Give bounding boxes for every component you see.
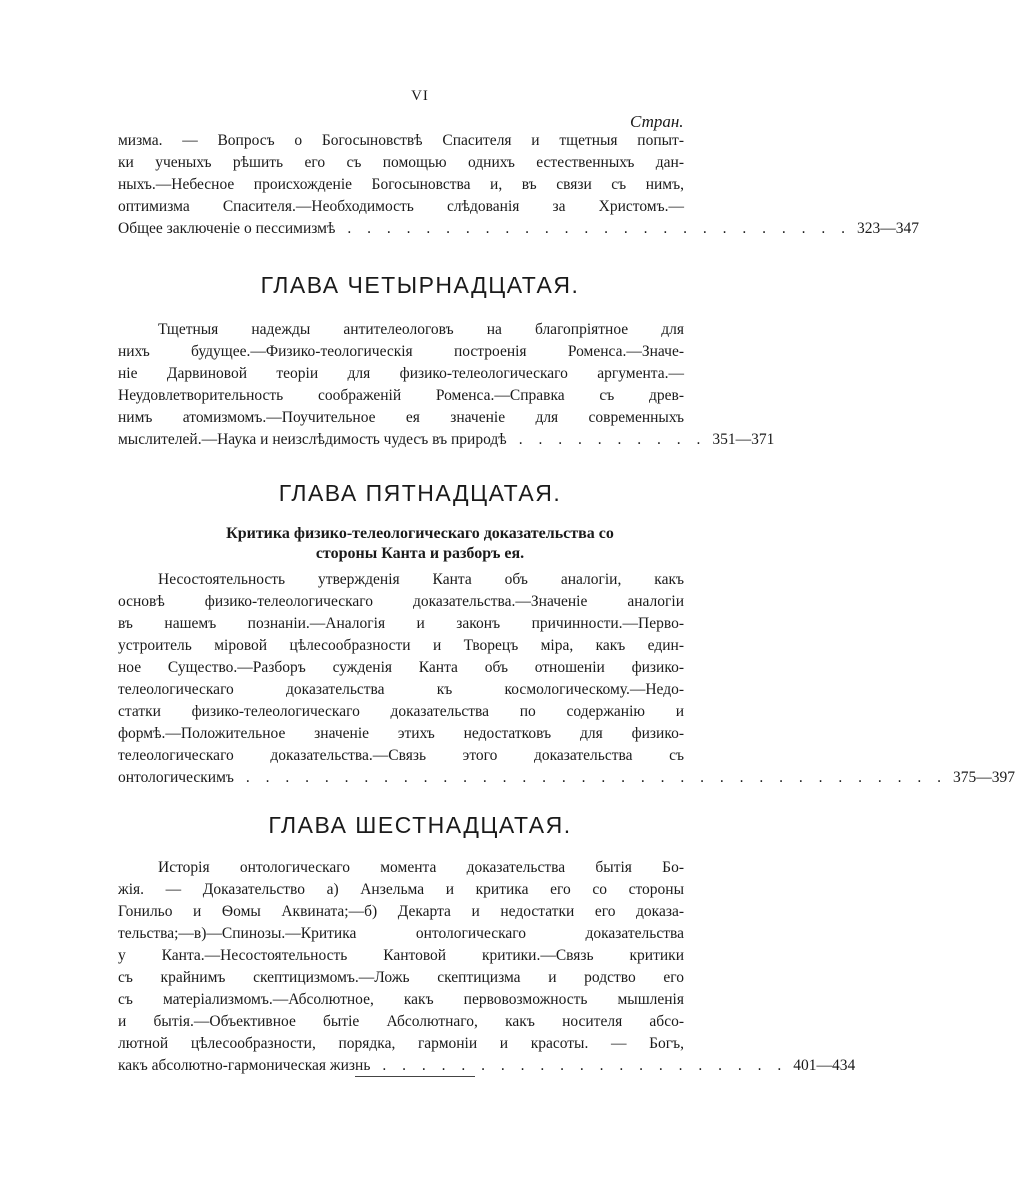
toc-line: съ матеріализмомъ.—Абсолютное, какъ первовозможность мышленія (118, 991, 684, 1008)
toc-line: лютной цѣлесообразности, порядка, гармоніи и красоты. — Богъ, (118, 1035, 684, 1052)
toc-line-text: мыслителей.—Наука и неизслѣдимость чудесъ въ природѣ (118, 431, 507, 448)
toc-line: ніе Дарвиновой теоріи для физико-телеологическаго аргумента.— (118, 365, 684, 382)
toc-line: съ крайнимъ скептицизмомъ.—Ложь скептицизма и родство его (118, 969, 684, 986)
page-range: 401—434 (793, 1057, 856, 1074)
subtitle-line: стороны Канта и разборъ ея. (315, 545, 525, 562)
toc-line: Исторія онтологическаго момента доказательства бытія Бо- (158, 859, 684, 876)
toc-line: нихъ будущее.—Физико-теологическія построенія Роменса.—Значе- (118, 343, 684, 360)
toc-last-line (118, 767, 1015, 789)
toc-line: тельства;—в)—Спинозы.—Критика онтологическаго доказательства (118, 925, 684, 942)
closing-rule (355, 1076, 475, 1077)
toc-line: ныхъ.—Небесное происхожденіе Богосыновства и, въ связи съ нимъ, (118, 176, 684, 193)
subtitle-line: Критика физико-телеологическаго доказательства со (226, 525, 614, 542)
page-range: 323—347 (857, 220, 920, 237)
page-range: 375—397 (953, 769, 1015, 786)
toc-line: устроитель міровой цѣлесообразности и Творецъ міра, какъ един- (118, 637, 684, 654)
toc-line: основѣ физико-телеологическаго доказательства.—Значеніе аналогіи (118, 593, 684, 610)
toc-line: ное Существо.—Разборъ сужденія Канта объ отношеніи физико- (118, 659, 684, 676)
toc-entry (118, 569, 1015, 789)
toc-entry (118, 319, 775, 451)
chapter-subtitle (150, 524, 690, 564)
toc-line: статки физико-телеологическаго доказательства по содержанію и (118, 703, 684, 720)
leader-dots: . . . . . . . . . . . . . . . . . . . . . . . . . . . . . . . . . . . . (245, 769, 948, 786)
toc-last-line (118, 1055, 856, 1077)
toc-line: мизма. — Вопросъ о Богосыновствѣ Спасителя и тщетныя попыт- (118, 132, 684, 149)
toc-line: жія. — Доказательство а) Анзельма и критика его со стороны (118, 881, 684, 898)
toc-line: оптимизма Спасителя.—Необходимость слѣдованія за Христомъ.— (118, 198, 684, 215)
toc-entry-continued (118, 130, 920, 240)
leader-dots: . . . . . . . . . . (518, 431, 707, 448)
leader-dots: . . . . . . . . . . . . . . . . . . . . . . . . . . (347, 220, 852, 237)
toc-line: нимъ атомизмомъ.—Поучительное ея значеніе для современныхъ (118, 409, 684, 426)
toc-line: въ нашемъ познаніи.—Аналогія и законъ причинности.—Перво- (118, 615, 684, 632)
toc-line: Тщетныя надежды антителеологовъ на благопріятное для (158, 321, 684, 338)
chapter-title: ГЛАВА ШЕСТНАДЦАТАЯ. (268, 812, 572, 838)
page-column-label: Стран. (630, 112, 684, 131)
page-range: 351—371 (712, 431, 775, 448)
toc-line: Гонильо и Ѳомы Аквината;—б) Декарта и недостатки его доказа- (118, 903, 684, 920)
page-number: VI (411, 88, 429, 104)
toc-line: и бытія.—Объективное бытіе Абсолютнаго, какъ носителя абсо- (118, 1013, 684, 1030)
toc-line: телеологическаго доказательства къ космологическому.—Недо- (118, 681, 684, 698)
toc-line-text: Общее заключеніе о пессимизмѣ (118, 220, 336, 237)
toc-last-line (118, 429, 775, 451)
toc-last-line (118, 218, 920, 240)
toc-line: ки ученыхъ рѣшить его съ помощью однихъ естественныхъ дан- (118, 154, 684, 171)
toc-line: телеологическаго доказательства.—Связь этого доказательства съ (118, 747, 684, 764)
toc-line: Несостоятельность утвержденія Канта объ аналогіи, какъ (158, 571, 684, 588)
toc-line: у Канта.—Несостоятельность Кантовой критики.—Связь критики (118, 947, 684, 964)
leader-dots: . . . . . . . . . . . . . . . . . . . . . (382, 1057, 788, 1074)
toc-line: формѣ.—Положительное значеніе этихъ недостатковъ для физико- (118, 725, 684, 742)
toc-line-text: какъ абсолютно-гармоническая жизнь (118, 1057, 371, 1074)
toc-line-text: онтологическимъ (118, 769, 234, 786)
toc-line: Неудовлетворительность соображеній Роменса.—Справка съ древ- (118, 387, 684, 404)
chapter-title: ГЛАВА ЧЕТЫРНАДЦАТАЯ. (260, 272, 580, 298)
toc-entry (118, 857, 856, 1077)
chapter-title: ГЛАВА ПЯТНАДЦАТАЯ. (278, 480, 562, 506)
